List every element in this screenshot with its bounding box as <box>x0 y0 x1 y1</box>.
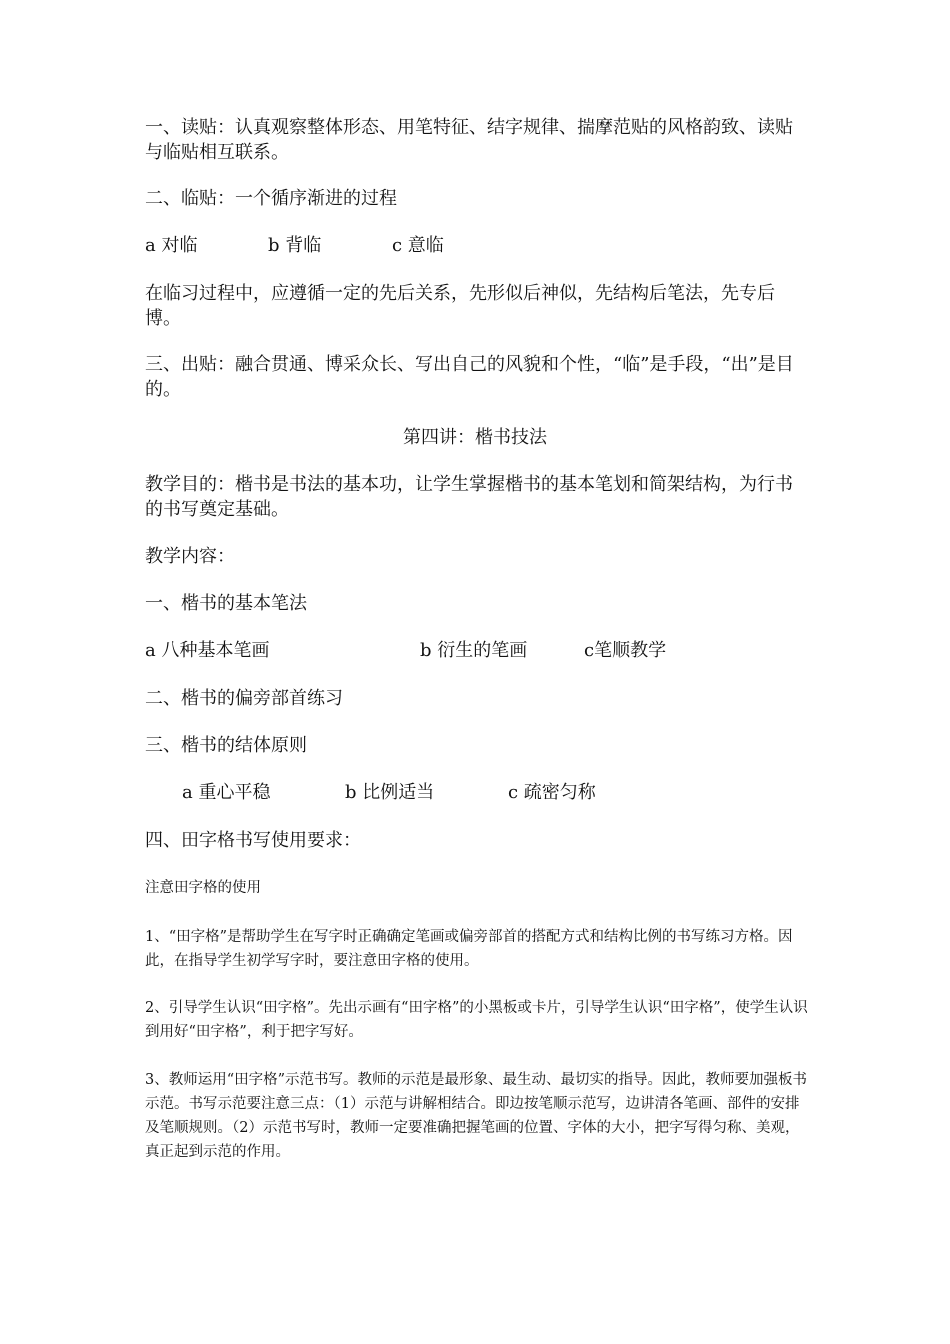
option-c: c 意临 <box>392 235 444 256</box>
paragraph-structure: 三、楷书的结体原则 <box>145 735 307 756</box>
stroke-option-a: a 八种基本笔画 <box>145 640 270 661</box>
paragraph-content-label: 教学内容： <box>145 546 235 567</box>
paragraph-reading: 一、读贴：认真观察整体形态、用笔特征、结字规律、揣摩范贴的风格韵致、读贴与临贴相互联系。 <box>145 117 793 163</box>
paragraph-goal: 教学目的：楷书是书法的基本功，让学生掌握楷书的基本笔划和简架结构，为行书的书写奠定基础。 <box>145 474 793 520</box>
paragraph-grid-requirements: 四、田字格书写使用要求： <box>145 830 361 851</box>
option-a: a 对临 <box>145 235 198 256</box>
paragraph-copying: 二、临贴：一个循序渐进的过程 <box>145 188 397 209</box>
structure-option-c: c 疏密匀称 <box>508 782 596 803</box>
stroke-option-c: c笔顺教学 <box>584 640 667 661</box>
paragraph-order: 在临习过程中，应遵循一定的先后关系，先形似后神似，先结构后笔法，先专后博。 <box>145 283 775 329</box>
structure-option-b: b 比例适当 <box>345 782 435 803</box>
paragraph-grid-1: 1、“田字格”是帮助学生在写字时正确确定笔画或偏旁部首的搭配方式和结构比例的书写练习方格。因此，在指导学生初学写字时，要注意田字格的使用。 <box>145 929 793 969</box>
paragraph-grid-3: 3、教师运用“田字格”示范书写。教师的示范是最形象、最生动、最切实的指导。因此，教师要加强板书示范。书写示范要注意三点：（1）示范与讲解相结合。即边按笔顺示范写，边讲清各笔画、部件的安排及笔顺规则。（2）示范书写时，教师一定要准确把握笔画的位置、字体的大小，把字写得匀称、美观，真正起到示范的作用。 <box>145 1072 808 1160</box>
paragraph-radicals: 二、楷书的偏旁部首练习 <box>145 688 343 709</box>
option-b: b 背临 <box>268 235 322 256</box>
paragraph-output: 三、出贴：融合贯通、博采众长、写出自己的风貌和个性，“临”是手段，“出”是目的。 <box>145 354 794 400</box>
paragraph-grid-2: 2、引导学生认识“田字格”。先出示画有“田字格”的小黑板或卡片，引导学生认识“田字格”，使学生认识到用好“田字格”，利于把字写好。 <box>145 1000 808 1040</box>
paragraph-grid-note: 注意田字格的使用 <box>145 880 261 896</box>
stroke-option-b: b 衍生的笔画 <box>420 640 528 661</box>
structure-option-a: a 重心平稳 <box>182 782 271 803</box>
section-heading: 第四讲：楷书技法 <box>403 427 547 448</box>
paragraph-basic-strokes: 一、楷书的基本笔法 <box>145 593 307 614</box>
